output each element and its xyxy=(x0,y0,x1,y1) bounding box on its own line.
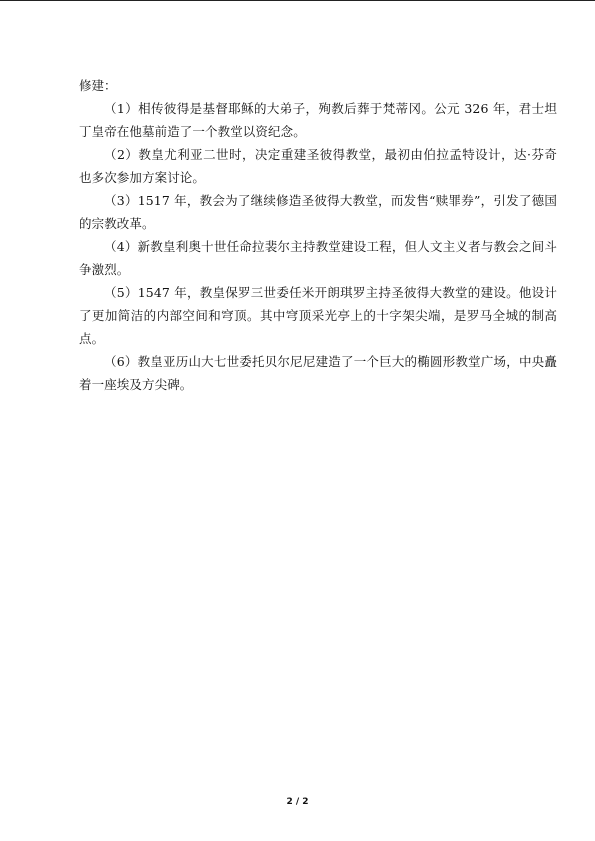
page-number: 2 / 2 xyxy=(286,797,309,807)
paragraph-2: （2）教皇尤利亚二世时，决定重建圣彼得教堂，最初由伯拉孟特设计，达·芬奇也多次参加方案讨论。 xyxy=(79,147,557,185)
paragraph-5: （5）1547 年，教皇保罗三世委任米开朗琪罗主持圣彼得大教堂的建设。他设计了更加简洁的内部空间和穹顶。其中穹顶采光亭上的十字架尖端，是罗马全城的制高点。 xyxy=(79,285,557,346)
document-body xyxy=(79,74,557,396)
section-heading: 修建： xyxy=(79,78,117,93)
paragraph-3: （3）1517 年，教会为了继续修造圣彼得大教堂，而发售“赎罪券”，引发了德国的宗教改革。 xyxy=(79,193,557,231)
paragraph-1: （1）相传彼得是基督耶稣的大弟子，殉教后葬于梵蒂冈。公元 326 年，君士坦丁皇帝在他墓前造了一个教堂以资纪念。 xyxy=(79,101,557,139)
paragraph-4: （4）新教皇利奥十世任命拉裴尔主持教堂建设工程，但人文主义者与教会之间斗争激烈。 xyxy=(79,239,557,277)
paragraph-6: （6）教皇亚历山大七世委托贝尔尼尼建造了一个巨大的椭圆形教堂广场，中央矗着一座埃及方尖碑。 xyxy=(79,354,557,392)
header-rule xyxy=(0,0,595,1)
